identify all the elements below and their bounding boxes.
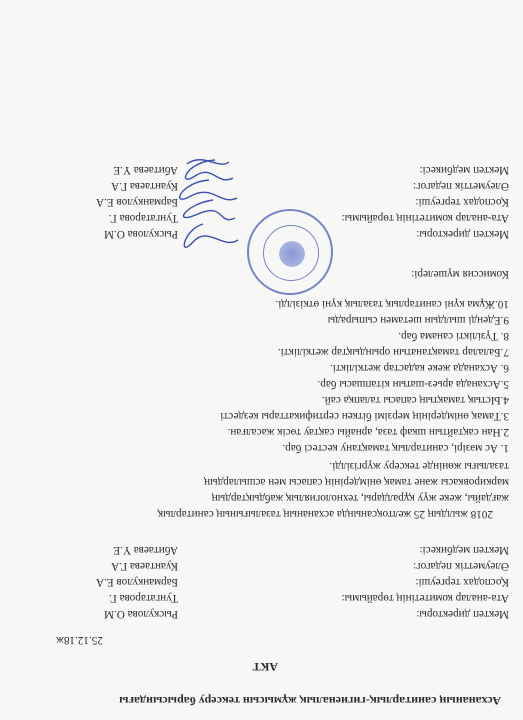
intro-line: 2018 жылдың 25 желтоқсанында асхананың тазалығының санитарлық <box>157 508 493 520</box>
member-name: Барманкулов Е.А <box>95 576 178 588</box>
intro-line: тазалығы жөнінде тексеру жүргізілді. <box>329 460 509 472</box>
intro-line: жағдайы, жеке жүу құралдары, технологиялық жабдықтардың <box>211 492 509 504</box>
official-stamp <box>247 209 333 295</box>
signature-marks <box>173 150 243 250</box>
member-name: Тунгатарова Г. <box>108 592 178 604</box>
role-label: Мектеп медбикесі: <box>419 544 509 556</box>
finding-item: 5.Асханада арьез-шатын кітапшасы бар. <box>317 378 509 390</box>
intro-line: маркировкасы және тамақ өнімдерінің сапасы мен асшылардың <box>204 476 509 488</box>
signature-inspector <box>180 180 237 200</box>
member-name: Тунгатарова Г. <box>108 212 178 224</box>
finding-item: 3.Тамақ өнімдерінің мерзімі біткен сертификаттары кездесті <box>220 410 509 422</box>
stamp-emblem-icon <box>277 239 307 269</box>
finding-item: 7.Балалар тамақтанатын орындықтар жеткілікті. <box>277 346 509 358</box>
signature-director <box>184 224 238 247</box>
finding-item: 6. Асханада жеке кадастар жеткілікті. <box>329 362 509 374</box>
role-label: Ата-аналар комитетінің төрайымы: <box>341 212 509 224</box>
signature-nurse <box>187 160 229 164</box>
act-heading: АКТ <box>252 660 278 674</box>
member-name: Абитаева Ү.Е <box>113 164 178 176</box>
finding-item: 8. Түзілікті санама бар. <box>398 330 509 342</box>
finding-item: 2.Нан сақтайтын шкаф таза, арнайы сақтау төсік жасалған. <box>227 426 509 438</box>
role-label: Әлеуметтік педагог: <box>412 560 509 572</box>
finding-item: 1. Ас мәзірі, санитарлық тамақтану кестесі бар. <box>282 442 509 454</box>
member-name: Барманкулов Е.А <box>95 196 178 208</box>
finding-item: 4.Ыстық тамақтың сапасы талапқа сай. <box>321 394 509 406</box>
role-label: Ата-аналар комитетінің төрайымы: <box>341 592 509 604</box>
member-name: Рыскулова О.М <box>104 608 178 620</box>
role-label: Қосподах тергеуші: <box>415 576 509 588</box>
member-name: Куантаева Г.А <box>111 560 178 572</box>
member-name: Абитаева Ү.Е <box>113 544 178 556</box>
role-label: Мектеп директоры: <box>416 608 509 620</box>
role-label: Әлеуметтік педагог: <box>412 180 509 192</box>
role-label: Мектеп медбикесі: <box>419 164 509 176</box>
signature-chair <box>183 200 235 220</box>
role-label: Мектеп директоры: <box>416 228 509 240</box>
act-date: 25.12.18ж <box>56 634 103 646</box>
document-title: Асхананың санитарлық-гигиеналық жұмысын тексеру барысындағы <box>119 694 501 708</box>
member-name: Куантаева Г.А <box>111 180 178 192</box>
commission-label: Комиссия мүшелері: <box>411 268 509 280</box>
member-name: Рыскулова О.М <box>104 228 178 240</box>
role-label: Қосподах тергеуші: <box>415 196 509 208</box>
finding-item: 10.Жұма күні санитарлық тазалық күні өткізілді. <box>275 298 509 310</box>
finding-item: 9.Еденді шылдын шетамен сыпырады <box>327 314 509 326</box>
